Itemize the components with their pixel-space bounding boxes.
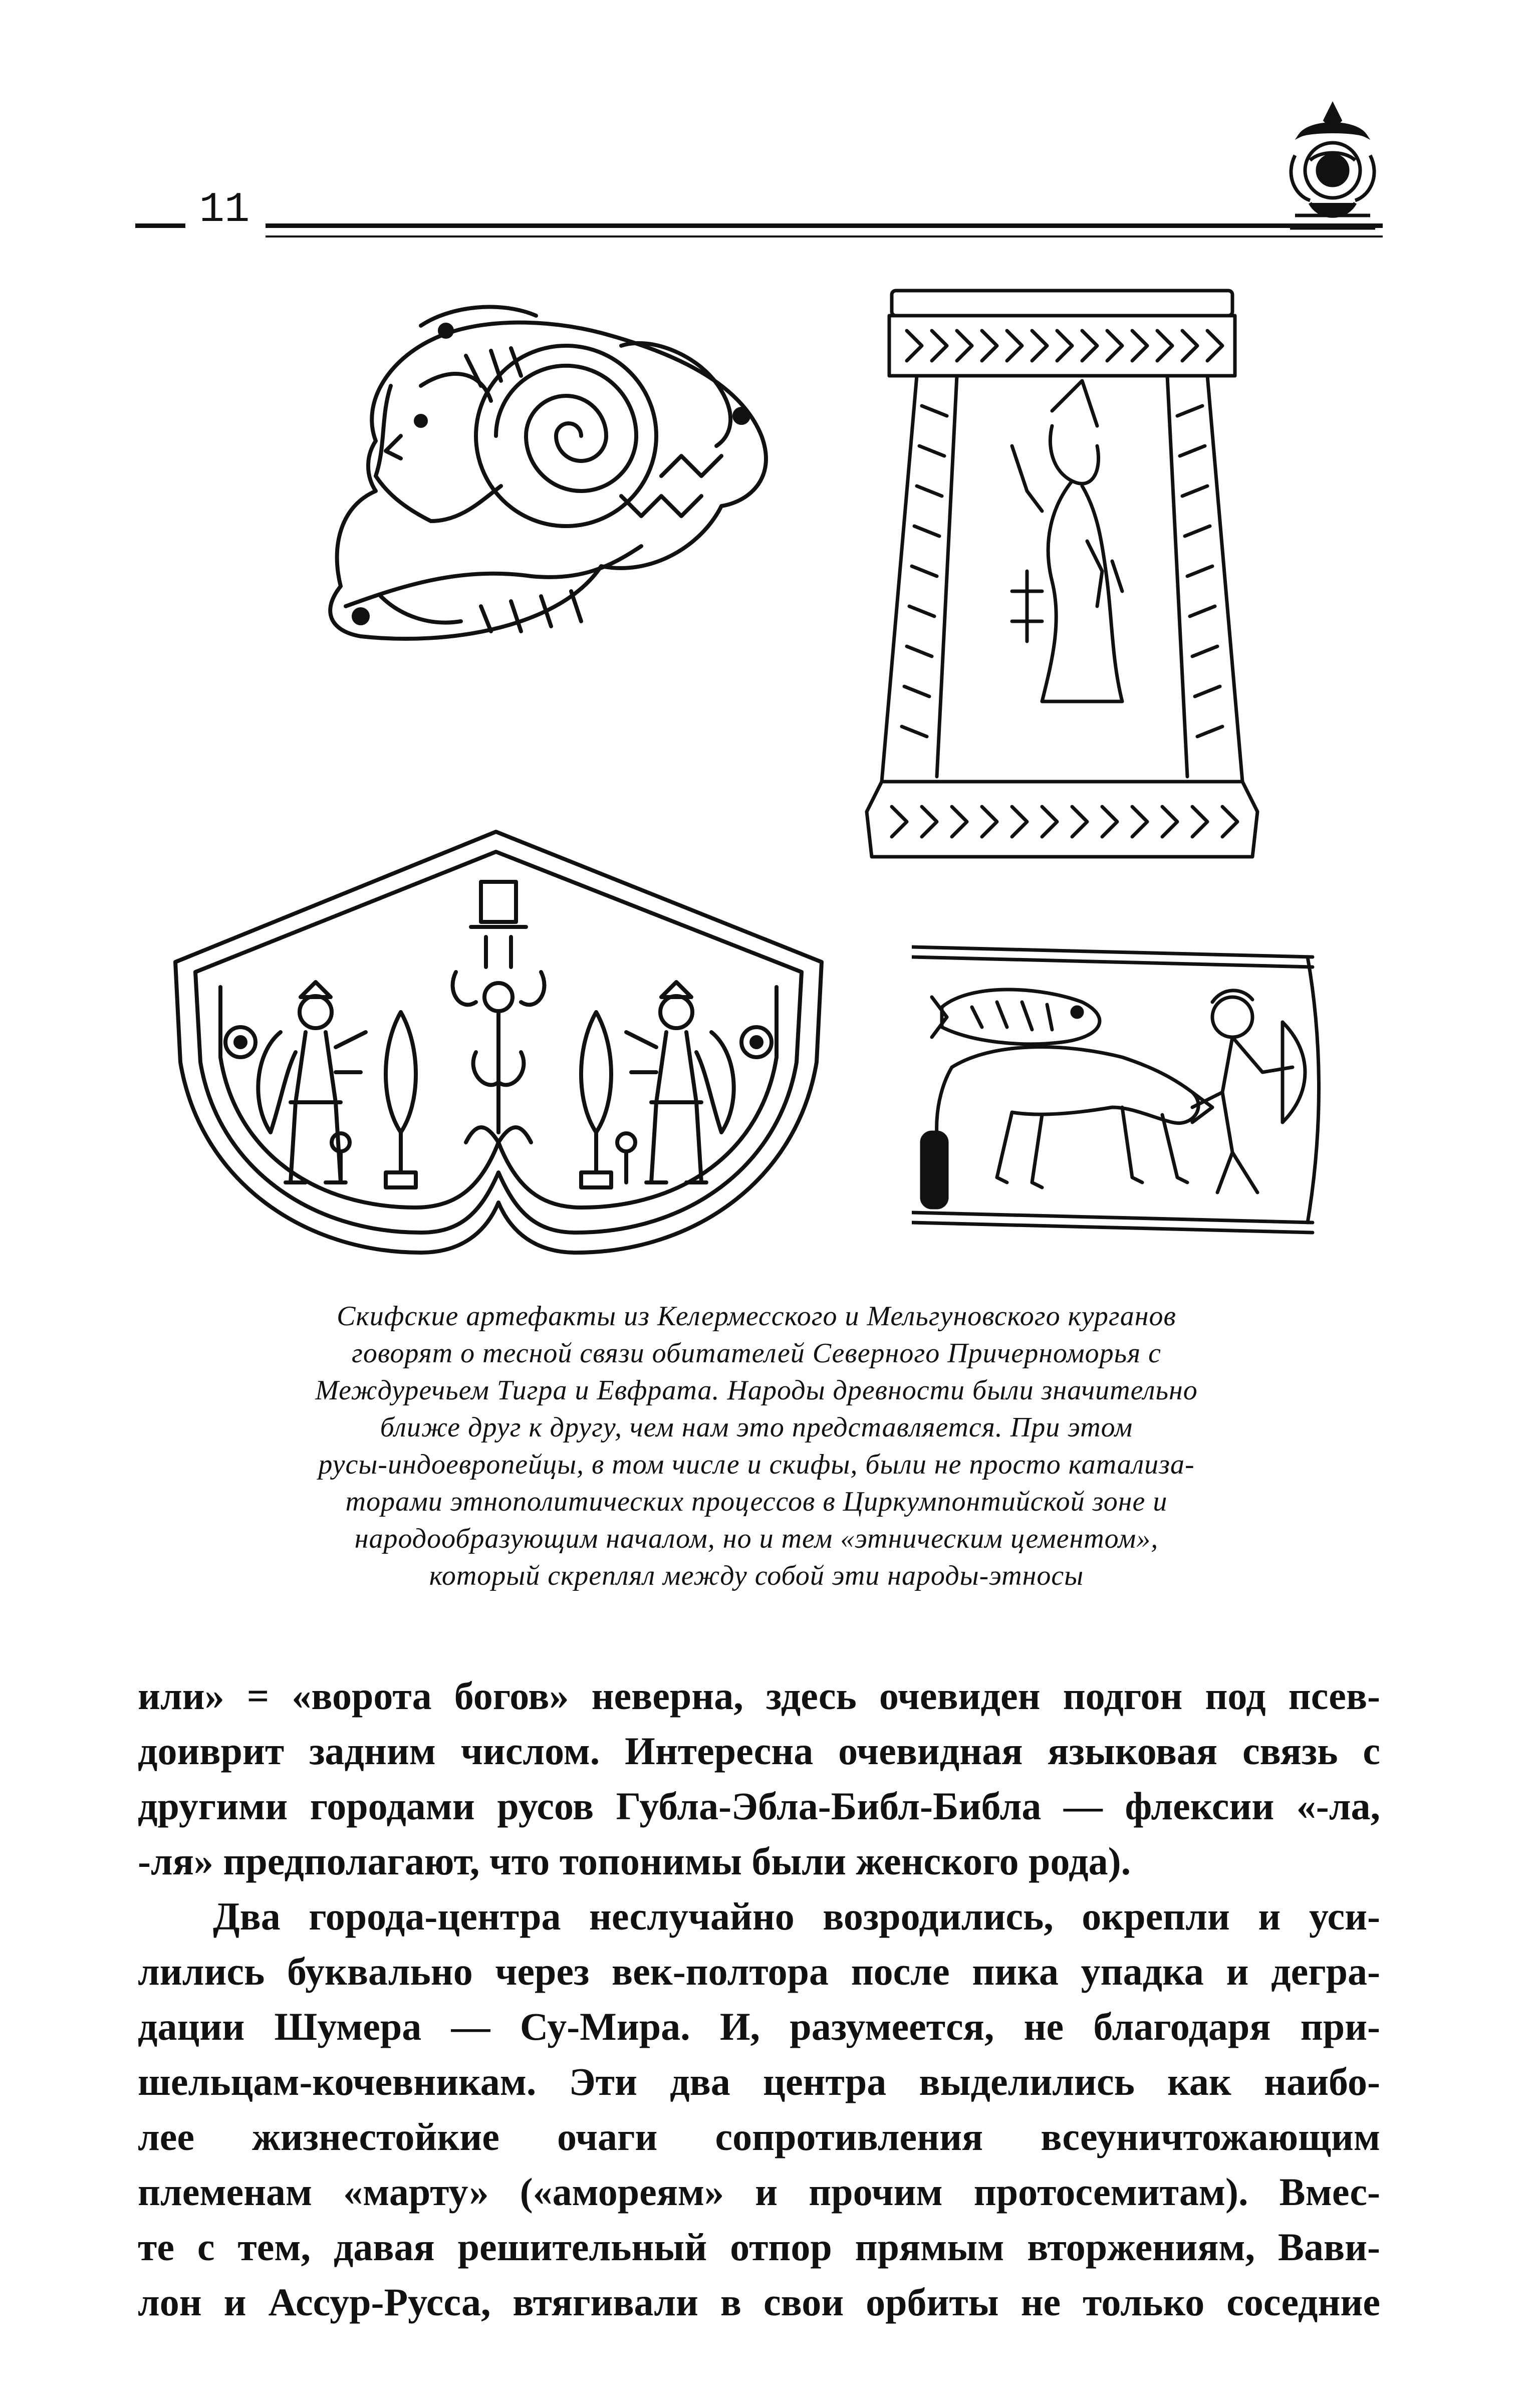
figure-caption: [125, 1298, 1388, 1594]
page-number: 11: [199, 186, 250, 234]
header-rule-left: [135, 223, 185, 228]
body-text: [138, 1668, 1380, 2330]
caption-line: Скифские артефакты из Келермесского и Мельгуновского курганов: [337, 1301, 1176, 1332]
scythian-vessel-with-warrior-icon: [862, 281, 1262, 897]
caption-line: который скреплял между собой эти народы-этносы: [429, 1560, 1084, 1591]
body-line: -ля» предполагают, что топонимы были женского рода).: [138, 1839, 1131, 1883]
paragraph-1: [138, 1668, 1380, 1889]
body-line: лились буквально через век-полтора после пика упадка и дегра-: [138, 1950, 1380, 1993]
body-line: лон и Ассур-Русса, втягивали в свои орбиты не только соседние: [138, 2280, 1380, 2324]
caption-line: торами этнополитических процессов в Циркумпонтийской зоне и: [345, 1486, 1168, 1517]
caption-line: говорят о тесной связи обитателей Северного Причерноморья с: [352, 1338, 1161, 1369]
header-rule-thin: [266, 235, 1383, 237]
ornamental-crest-icon: [1280, 100, 1385, 235]
body-line: Два города-центра неслучайно возродились, окрепли и уси-: [213, 1894, 1380, 1938]
caption-line: ближе друг к другу, чем нам это представляется. При этом: [380, 1412, 1133, 1443]
body-line: доиврит задним числом. Интересна очевидная языковая связь с: [138, 1729, 1380, 1773]
caption-line: русы-индоевропейцы, в том числе и скифы, были не просто катализа-: [318, 1449, 1195, 1480]
header-rule-right: [266, 223, 1383, 228]
caption-line: народообразующим началом, но и тем «этническим цементом»,: [354, 1523, 1159, 1554]
caption-line: Междуречьем Тигра и Евфрата. Народы древности были значительно: [315, 1375, 1198, 1406]
winged-figures-tree-of-life-icon: [165, 822, 832, 1268]
scythian-plaque-heads-icon: [301, 286, 797, 676]
body-line: те с тем, давая решительный отпор прямым вторжениям, Вави-: [138, 2225, 1380, 2269]
body-line: другими городами русов Губла-Эбла-Библ-Библа — флексии «-ла,: [138, 1784, 1380, 1828]
body-line: лее жизнестойкие очаги сопротивления всеуничтожающим: [138, 2115, 1380, 2158]
body-line: шельцам-кочевникам. Эти два центра выделились как наибо-: [138, 2060, 1380, 2103]
paragraph-2: [138, 1889, 1380, 2330]
body-line: племенам «марту» («амореям» и прочим протосемитам). Вмес-: [138, 2170, 1380, 2214]
body-line: или» = «ворота богов» неверна, здесь очевиден подгон под псев-: [138, 1674, 1380, 1718]
archer-beasts-frieze-icon: [912, 942, 1323, 1243]
body-line: дации Шумера — Су-Мира. И, разумеется, не благодаря при-: [138, 2005, 1380, 2048]
